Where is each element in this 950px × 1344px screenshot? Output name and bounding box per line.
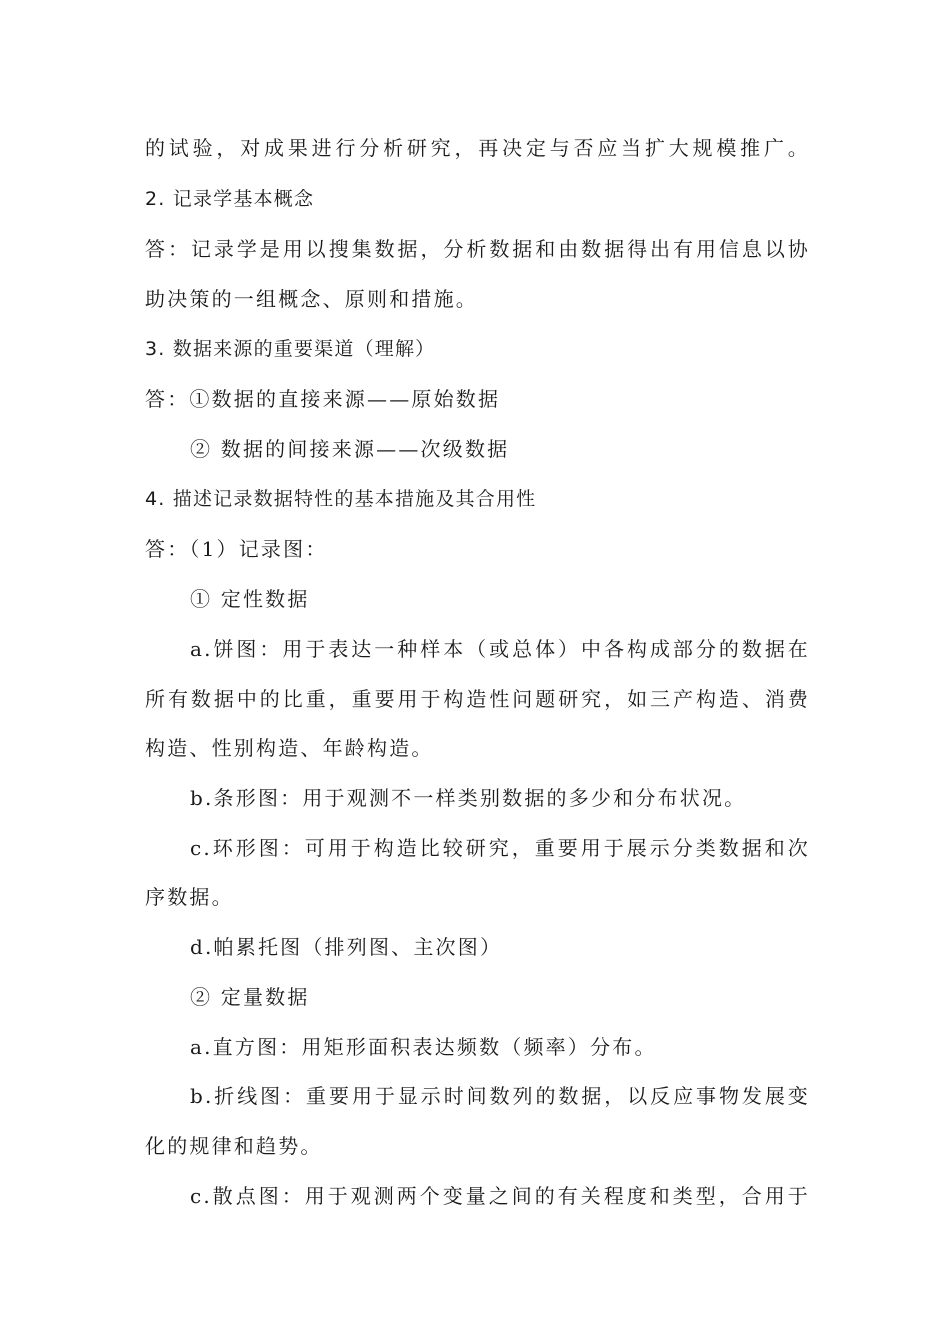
paragraph-line: 助决策的一组概念、原则和措施。 [145, 287, 478, 311]
paragraph-line: 答：记录学是用以搜集数据，分析数据和由数据得出有用信息以协 [145, 237, 810, 261]
paragraph-line: b.条形图：用于观测不一样类别数据的多少和分布状况。 [190, 786, 747, 810]
paragraph-line: 序数据。 [145, 885, 234, 909]
paragraph-line: c.环形图：可用于构造比较研究，重要用于展示分类数据和次 [190, 836, 810, 860]
paragraph-line: b.折线图：重要用于显示时间数列的数据，以反应事物发展变 [190, 1084, 810, 1108]
paragraph-line: 答：（1）记录图： [145, 537, 328, 561]
section-heading: 2. 记录学基本概念 [145, 188, 315, 210]
paragraph-line: 的试验，对成果进行分析研究，再决定与否应当扩大规模推广。 [145, 136, 810, 160]
subsection-label: ① 定性数据 [190, 587, 310, 611]
paragraph-line: 构造、性别构造、年龄构造。 [145, 736, 434, 760]
section-heading: 4. 描述记录数据特性的基本措施及其合用性 [145, 488, 537, 510]
paragraph-line: 答：①数据的直接来源——原始数据 [145, 387, 501, 411]
paragraph-line: c.散点图：用于观测两个变量之间的有关程度和类型，合用于 [190, 1184, 810, 1208]
subsection-label: ② 定量数据 [190, 985, 310, 1009]
paragraph-line: d.帕累托图（排列图、主次图） [190, 935, 503, 959]
paragraph-line: a.饼图：用于表达一种样本（或总体）中各构成部分的数据在 [190, 637, 810, 661]
paragraph-line: 所有数据中的比重，重要用于构造性问题研究，如三产构造、消费 [145, 687, 810, 711]
paragraph-line: a.直方图：用矩形面积表达频数（频率）分布。 [190, 1035, 657, 1059]
paragraph-line: 化的规律和趋势。 [145, 1134, 323, 1158]
section-heading: 3. 数据来源的重要渠道（理解） [145, 338, 436, 360]
paragraph-line: ② 数据的间接来源——次级数据 [190, 437, 510, 461]
